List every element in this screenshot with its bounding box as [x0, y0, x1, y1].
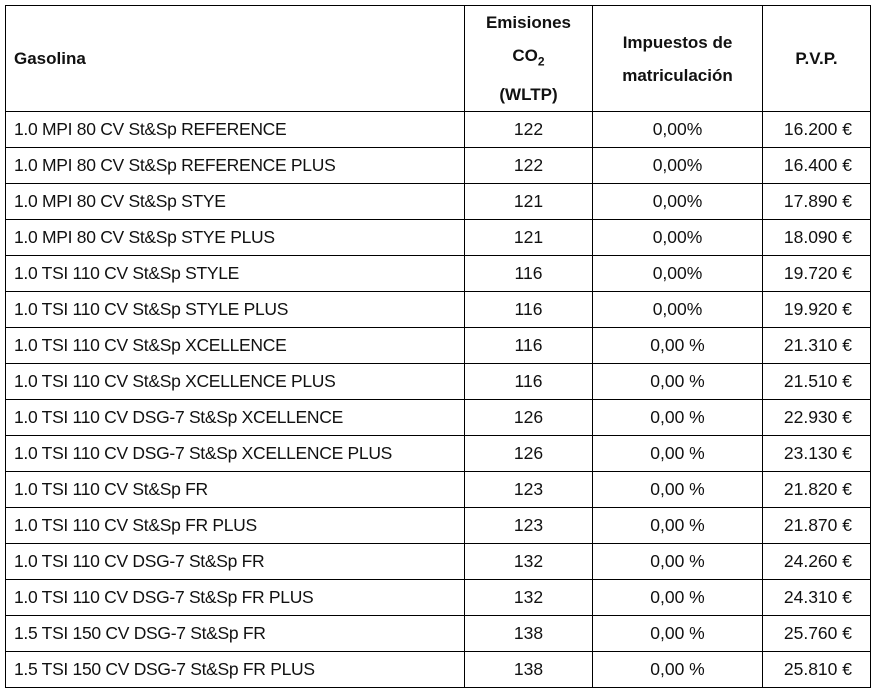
tax-cell: 0,00% [593, 220, 763, 256]
table-body [6, 112, 871, 688]
price-cell: 23.130 € [763, 436, 871, 472]
co2-cell: 116 [465, 364, 593, 400]
price-cell: 24.260 € [763, 544, 871, 580]
tax-cell: 0,00% [593, 256, 763, 292]
model-cell: 1.0 TSI 110 CV DSG-7 St&Sp FR PLUS [6, 580, 465, 616]
price-cell: 21.870 € [763, 508, 871, 544]
price-cell: 17.890 € [763, 184, 871, 220]
model-cell: 1.0 TSI 110 CV St&Sp FR [6, 472, 465, 508]
model-cell: 1.0 TSI 110 CV St&Sp STYLE [6, 256, 465, 292]
tax-cell: 0,00% [593, 184, 763, 220]
tax-cell: 0,00% [593, 292, 763, 328]
co2-cell: 126 [465, 400, 593, 436]
price-cell: 25.760 € [763, 616, 871, 652]
price-cell: 25.810 € [763, 652, 871, 688]
table-row [6, 616, 871, 652]
table-row [6, 220, 871, 256]
co2-cell: 138 [465, 652, 593, 688]
price-cell: 21.510 € [763, 364, 871, 400]
co2-cell: 126 [465, 436, 593, 472]
price-cell: 16.200 € [763, 112, 871, 148]
price-table-container [5, 5, 871, 688]
co2-cell: 123 [465, 472, 593, 508]
model-cell: 1.0 MPI 80 CV St&Sp REFERENCE PLUS [6, 148, 465, 184]
model-cell: 1.0 TSI 110 CV DSG-7 St&Sp XCELLENCE PLUS [6, 436, 465, 472]
co2-cell: 121 [465, 220, 593, 256]
table-header [6, 6, 871, 112]
table-row [6, 436, 871, 472]
model-cell: 1.0 MPI 80 CV St&Sp REFERENCE [6, 112, 465, 148]
co2-cell: 132 [465, 580, 593, 616]
tax-cell: 0,00 % [593, 364, 763, 400]
table-row [6, 292, 871, 328]
tax-cell: 0,00% [593, 112, 763, 148]
model-cell: 1.0 TSI 110 CV St&Sp STYLE PLUS [6, 292, 465, 328]
table-row [6, 364, 871, 400]
tax-cell: 0,00 % [593, 652, 763, 688]
header-tax-line1: Impuestos de [622, 32, 733, 52]
tax-cell: 0,00 % [593, 580, 763, 616]
model-cell: 1.0 MPI 80 CV St&Sp STYE [6, 184, 465, 220]
header-emissions-line1: Emisiones [485, 13, 572, 32]
table-row [6, 544, 871, 580]
co2-cell: 122 [465, 148, 593, 184]
table-row [6, 400, 871, 436]
co2-cell: 121 [465, 184, 593, 220]
header-emissions-subscript: 2 [537, 54, 545, 69]
price-cell: 16.400 € [763, 148, 871, 184]
price-cell: 19.920 € [763, 292, 871, 328]
table-row [6, 328, 871, 364]
header-fuel: Gasolina [6, 6, 465, 112]
header-emissions [465, 6, 593, 112]
tax-cell: 0,00 % [593, 508, 763, 544]
tax-cell: 0,00% [593, 148, 763, 184]
co2-cell: 116 [465, 256, 593, 292]
header-emissions-line3: (WLTP) [499, 85, 558, 105]
table-row [6, 112, 871, 148]
co2-cell: 138 [465, 616, 593, 652]
model-cell: 1.0 TSI 110 CV DSG-7 St&Sp XCELLENCE [6, 400, 465, 436]
price-cell: 19.720 € [763, 256, 871, 292]
tax-cell: 0,00 % [593, 328, 763, 364]
header-tax-line2: matriculación [622, 65, 733, 85]
model-cell: 1.0 TSI 110 CV St&Sp XCELLENCE PLUS [6, 364, 465, 400]
model-cell: 1.0 TSI 110 CV DSG-7 St&Sp FR [6, 544, 465, 580]
tax-cell: 0,00 % [593, 400, 763, 436]
price-cell: 22.930 € [763, 400, 871, 436]
price-cell: 21.820 € [763, 472, 871, 508]
price-table [5, 5, 871, 688]
header-emissions-line2: CO [512, 46, 538, 65]
co2-cell: 116 [465, 292, 593, 328]
table-row [6, 184, 871, 220]
price-cell: 24.310 € [763, 580, 871, 616]
table-row [6, 580, 871, 616]
table-row [6, 256, 871, 292]
model-cell: 1.0 MPI 80 CV St&Sp STYE PLUS [6, 220, 465, 256]
price-cell: 21.310 € [763, 328, 871, 364]
tax-cell: 0,00 % [593, 544, 763, 580]
model-cell: 1.0 TSI 110 CV St&Sp XCELLENCE [6, 328, 465, 364]
header-row [6, 6, 871, 112]
table-row [6, 652, 871, 688]
model-cell: 1.5 TSI 150 CV DSG-7 St&Sp FR PLUS [6, 652, 465, 688]
co2-cell: 122 [465, 112, 593, 148]
tax-cell: 0,00 % [593, 472, 763, 508]
table-row [6, 472, 871, 508]
header-price: P.V.P. [763, 6, 871, 112]
co2-cell: 123 [465, 508, 593, 544]
tax-cell: 0,00 % [593, 436, 763, 472]
header-tax [593, 6, 763, 112]
table-row [6, 508, 871, 544]
co2-cell: 116 [465, 328, 593, 364]
co2-cell: 132 [465, 544, 593, 580]
model-cell: 1.5 TSI 150 CV DSG-7 St&Sp FR [6, 616, 465, 652]
model-cell: 1.0 TSI 110 CV St&Sp FR PLUS [6, 508, 465, 544]
table-row [6, 148, 871, 184]
price-cell: 18.090 € [763, 220, 871, 256]
tax-cell: 0,00 % [593, 616, 763, 652]
